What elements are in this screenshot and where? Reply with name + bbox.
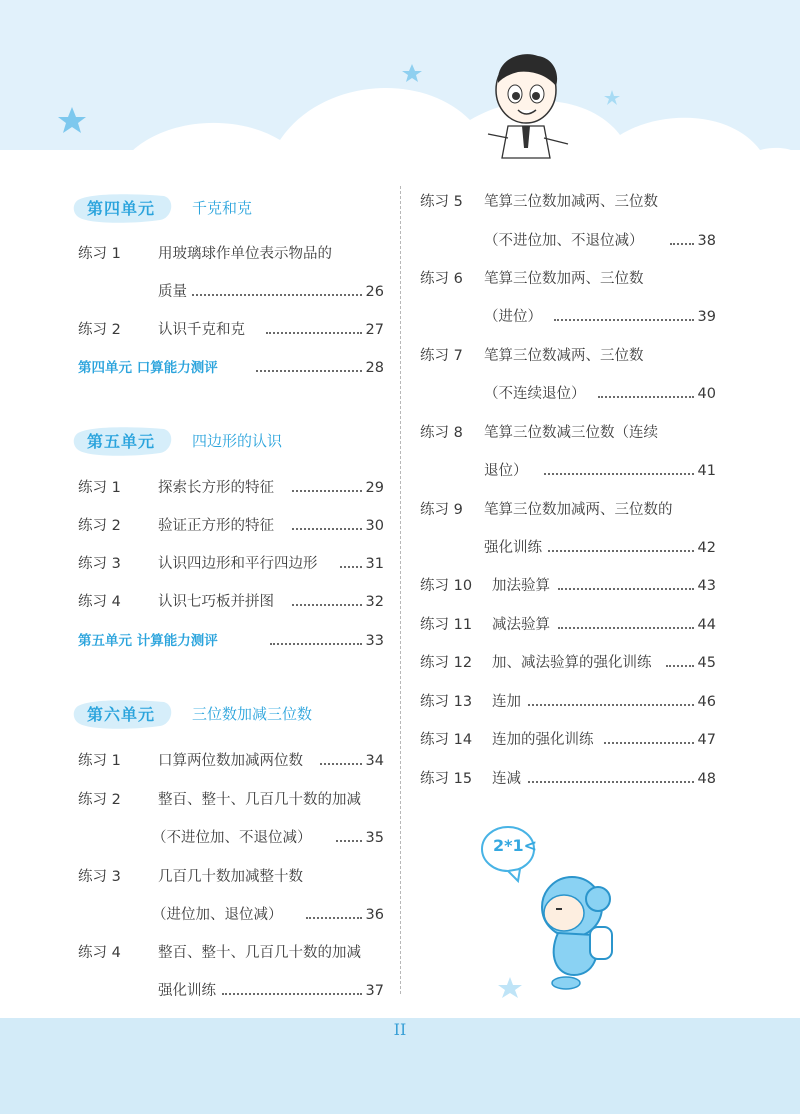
- unit-heading: [78, 698, 378, 732]
- star-icon: [58, 107, 86, 133]
- page-ref: 43: [697, 578, 716, 594]
- unit-number: 第四单元: [87, 199, 156, 218]
- toc-entry[interactable]: 练习 15 连减 48: [420, 767, 716, 791]
- page-ref: 35: [365, 830, 384, 846]
- page-ref: 39: [697, 309, 716, 325]
- column-divider: [400, 186, 401, 994]
- page-ref: 46: [697, 694, 716, 710]
- toc-entry[interactable]: 练习 9 笔算三位数加减两、三位数的: [420, 502, 673, 518]
- page-ref: 29: [365, 480, 384, 496]
- toc-entry[interactable]: 练习 5 笔算三位数加减两、三位数: [420, 194, 658, 210]
- page-ref: 32: [365, 594, 384, 610]
- assessment-entry[interactable]: 第五单元 计算能力测评 33: [78, 629, 384, 653]
- toc-entry[interactable]: 练习 8 笔算三位数减三位数（连续: [420, 425, 658, 441]
- page-ref: 27: [365, 322, 384, 338]
- unit-number: 第六单元: [87, 705, 156, 724]
- toc-entry[interactable]: （不进位加、不退位减） 38: [420, 229, 716, 253]
- toc-entry[interactable]: 强化训练 37: [78, 979, 384, 1003]
- page-ref: 47: [697, 732, 716, 748]
- toc-entry[interactable]: 退位） 41: [420, 459, 716, 483]
- toc-entry[interactable]: 练习 1 用玻璃球作单位表示物品的: [78, 246, 332, 262]
- toc-entry[interactable]: 练习 6 笔算三位数加两、三位数: [420, 271, 644, 287]
- toc-entry[interactable]: （进位加、退位减） 36: [78, 903, 384, 927]
- page-ref: 33: [365, 633, 384, 649]
- page-ref: 48: [697, 771, 716, 787]
- page-ref: 38: [697, 233, 716, 249]
- unit-title: 四边形的认识: [192, 432, 283, 450]
- toc-entry[interactable]: 练习 4 认识七巧板并拼图 32: [78, 590, 384, 614]
- toc-entry[interactable]: 练习 3 几百几十数加减整十数: [78, 869, 303, 885]
- toc-entry[interactable]: 练习 4 整百、整十、几百几十数的加减: [78, 945, 361, 961]
- toc-entry[interactable]: 练习 13 连加 46: [420, 690, 716, 714]
- page-ref: 44: [697, 617, 716, 633]
- page-ref: 41: [697, 463, 716, 479]
- page-ref: 45: [697, 655, 716, 671]
- toc-entry[interactable]: 练习 3 认识四边形和平行四边形 31: [78, 552, 384, 576]
- star-icon: [402, 64, 422, 82]
- toc-entry[interactable]: 练习 2 认识千克和克 27: [78, 318, 384, 342]
- page-ref: 26: [365, 284, 384, 300]
- unit-title: 三位数加减三位数: [192, 705, 313, 723]
- toc-entry[interactable]: 质量 26: [78, 280, 384, 304]
- page-ref: 37: [365, 983, 384, 999]
- toc-entry[interactable]: 练习 14 连加的强化训练 47: [420, 728, 716, 752]
- toc-entry[interactable]: 练习 7 笔算三位数减两、三位数: [420, 348, 644, 364]
- toc-entry[interactable]: 练习 2 整百、整十、几百几十数的加减: [78, 792, 361, 808]
- star-icon: [604, 90, 620, 105]
- page-ref: 34: [365, 753, 384, 769]
- unit-heading: [78, 425, 378, 459]
- toc-entry[interactable]: 练习 12 加、减法验算的强化训练 45: [420, 651, 716, 675]
- boy-mascot-icon: [478, 48, 578, 173]
- toc-entry[interactable]: 练习 11 减法验算 44: [420, 613, 716, 637]
- page-ref: 31: [365, 556, 384, 572]
- unit-title: 千克和克: [192, 199, 253, 217]
- toc-entry[interactable]: 练习 1 口算两位数加减两位数 34: [78, 749, 384, 773]
- toc-entry[interactable]: 练习 10 加法验算 43: [420, 574, 716, 598]
- page-ref: 36: [365, 907, 384, 923]
- unit-heading: [78, 192, 378, 226]
- page-ref: 40: [697, 386, 716, 402]
- toc-entry[interactable]: （不进位加、不退位减） 35: [78, 826, 384, 850]
- page-ref: 28: [365, 360, 384, 376]
- assessment-entry[interactable]: 第四单元 口算能力测评 28: [78, 356, 384, 380]
- toc-entry[interactable]: 强化训练 42: [420, 536, 716, 560]
- unit-number: 第五单元: [87, 432, 156, 451]
- page-ref: 42: [697, 540, 716, 556]
- toc-entry[interactable]: （进位） 39: [420, 305, 716, 329]
- toc-entry[interactable]: 练习 2 验证正方形的特征 30: [78, 514, 384, 538]
- page-number: II: [393, 1020, 407, 1039]
- toc-entry[interactable]: （不连续退位） 40: [420, 382, 716, 406]
- toc-entry[interactable]: 练习 1 探索长方形的特征 29: [78, 476, 384, 500]
- speech-bubble-text: 2*1<: [493, 836, 538, 855]
- page-ref: 30: [365, 518, 384, 534]
